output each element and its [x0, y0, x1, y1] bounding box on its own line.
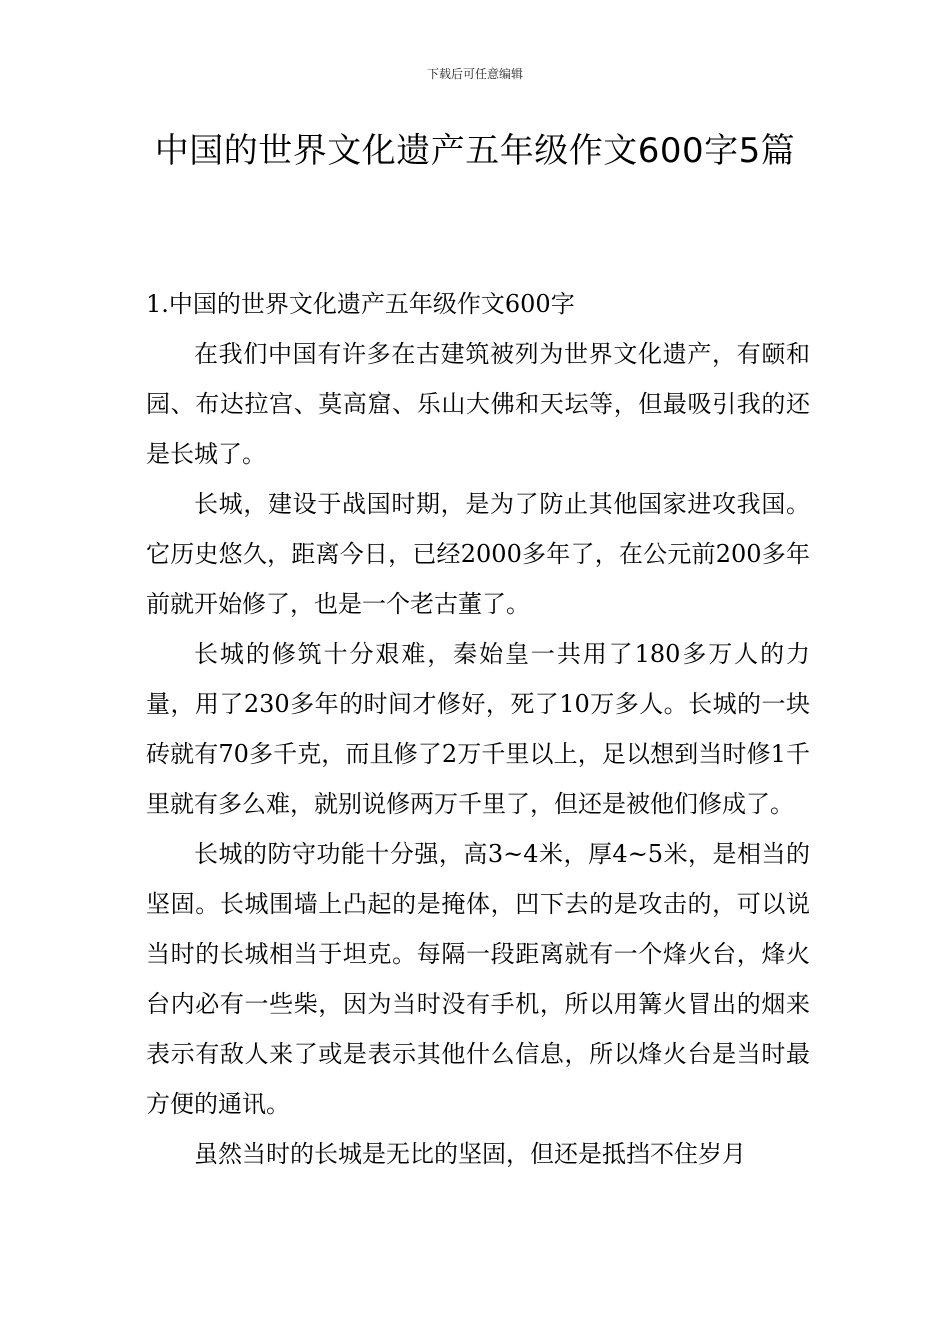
- document-body: [146, 279, 810, 1179]
- paragraph: 在我们中国有许多在古建筑被列为世界文化遗产，有颐和园、布达拉宫、莫高窟、乐山大佛和天坛等，但最吸引我的还是长城了。: [146, 340, 810, 468]
- paragraph: 虽然当时的长城是无比的坚固，但还是抵挡不住岁月: [194, 1140, 746, 1168]
- paragraph: 长城的修筑十分艰难，秦始皇一共用了180多万人的力量，用了230多年的时间才修好，死了10万多人。长城的一块砖就有70多千克，而且修了2万千里以上，足以想到当时修1千里就有多么难，就别说修两万千里了，但还是被他们修成了。: [146, 640, 810, 818]
- paragraph: 长城，建设于战国时期，是为了防止其他国家进攻我国。它历史悠久，距离今日，已经2000多年了，在公元前200多年前就开始修了，也是一个老古董了。: [146, 490, 810, 618]
- document-title: 中国的世界文化遗产五年级作文600字5篇: [154, 131, 796, 171]
- paragraph: 长城的防守功能十分强，高3~4米，厚4~5米，是相当的坚固。长城围墙上凸起的是掩体，凹下去的是攻击的，可以说当时的长城相当于坦克。每隔一段距离就有一个烽火台，烽火台内必有一些柴，因为当时没有手机，所以用篝火冒出的烟来表示有敌人来了或是表示其他什么信息，所以烽火台是当时最方便的通讯。: [146, 840, 810, 1118]
- header-note: 下载后可任意编辑: [426, 67, 523, 81]
- section-heading: 1.中国的世界文化遗产五年级作文600字: [146, 290, 575, 318]
